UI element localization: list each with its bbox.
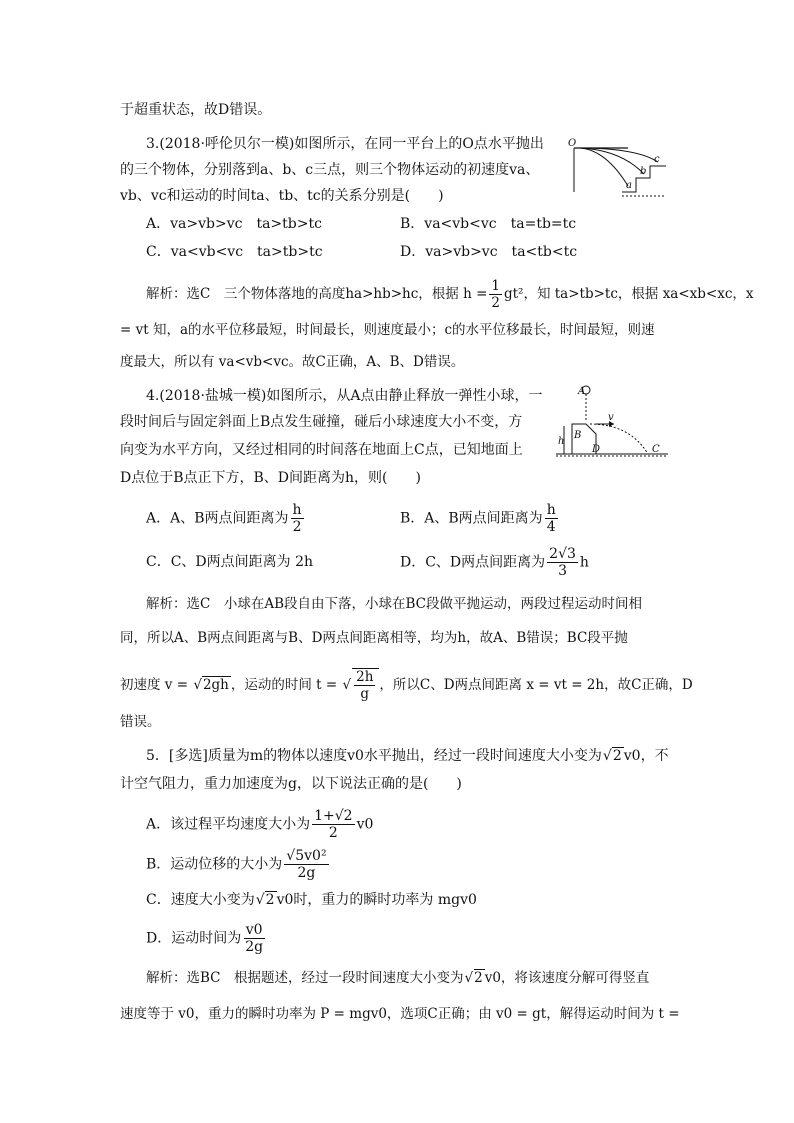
q4-solution-line1: 解析：选C 小球在AB段自由下落，小球在BC段做平抛运动，两段过程运动时间相: [146, 596, 642, 612]
q4-option-b[interactable]: B．A、B两点间距离为 $\frac{h}{4}$: [400, 502, 556, 535]
q5-stem-line1: 5．[多选]质量为m的物体以速度v0水平抛出，经过一段时间速度大小变为√ 2 v0，不: [146, 746, 669, 766]
q3-stem-line2: 的三个物体，分别落到a、b、c三点，则三个物体运动的初速度va、: [120, 162, 540, 178]
q5-solution-line2: 速度等于 v0，重力的瞬时功率为 P = mgv0，选项C正确；由 v0 = gt，解得运动时间为 t =: [120, 1006, 680, 1022]
q4-stem-line2: 段时间后与固定斜面上B点发生碰撞，碰后小球速度大小不变，方: [120, 414, 523, 430]
q5-option-a[interactable]: A．该过程平均速度大小为 $\frac{1+√2}{2}$ v0: [146, 808, 374, 841]
q4-label-b: B: [574, 430, 582, 441]
q3-option-d[interactable]: D．va>vb>vc ta<tb<tc: [400, 244, 578, 260]
q4-stem-line3: 向变为水平方向，又经过相同的时间落在地面上C点，已知地面上: [120, 442, 523, 458]
q4-label-d: D: [592, 444, 601, 455]
q5-option-d[interactable]: D．运动时间为 $\frac{v0}{2g}$: [146, 922, 264, 955]
q5-option-b[interactable]: B．运动位移的大小为 $\frac{\text{√5v0²}}{2g}$: [146, 848, 327, 881]
q5-solution-line1: 解析：选BC 根据题述，经过一段时间速度大小变为√ 2 v0，将该速度分解可得竖直: [146, 968, 649, 988]
q3-stem-line1: 3.(2018·呼伦贝尔一模)如图所示，在同一平台上的O点水平抛出: [146, 136, 544, 152]
q4-label-a: A: [578, 386, 586, 397]
q3-option-a[interactable]: A．va>vb>vc ta>tb>tc: [146, 216, 322, 232]
q3-label-b: b: [640, 166, 647, 177]
q3-solution-line2: = vt 知，a的水平位移最短，时间最长，则速度最小；c的水平位移最长，时间最短，则速: [120, 322, 655, 338]
q3-solution-line1: 解析：选C 三个物体落地的高度ha>hb>hc，根据 h = $\frac{1}{2}$ gt²，知 ta>tb>tc，根据 xa<xb<xc，x: [146, 278, 754, 311]
q4-solution-line2: 同，所以A、B两点间距离与B、D两点间距离相等，均为h，故A、B错误；BC段平抛: [120, 630, 628, 646]
q3-option-c[interactable]: C．va<vb<vc ta>tb>tc: [146, 244, 323, 260]
q4-label-c: C: [652, 444, 660, 455]
q3-label-o: O: [568, 138, 577, 149]
q3-option-b[interactable]: B．va<vb<vc ta=tb=tc: [400, 216, 577, 232]
q4-option-a[interactable]: A．A、B两点间距离为 $\frac{h}{2}$: [146, 502, 302, 535]
q3-label-a: a: [626, 180, 632, 191]
q3-solution-line3: 度最大，所以有 va<vb<vc。故C正确，A、B、D错误。: [120, 354, 465, 370]
q4-option-c[interactable]: C．C、D两点间距离为 2h: [146, 554, 314, 570]
q4-stem-line4: D点位于B点正下方，B、D间距离为h，则( ): [120, 470, 421, 486]
q3-stem-line3: vb、vc和运动的时间ta、tb、tc的关系分别是( ): [120, 188, 444, 204]
q3-figure: [566, 134, 676, 204]
lead-text: 于超重状态，故D错误。: [120, 102, 272, 118]
q4-figure: [552, 382, 672, 468]
q5-stem-line2: 计空气阻力，重力加速度为g，以下说法正确的是( ): [120, 776, 462, 792]
q4-solution-line4: 错误。: [120, 714, 161, 730]
q5-option-c[interactable]: C．速度大小变为√ 2 v0时，重力的瞬时功率为 mgv0: [146, 890, 477, 910]
q4-solution-line3: 初速度 v = √ 2gh ，运动的时间 t = √ $\frac{2h}{g}$ ，所以C、D两点间距离 x = vt = 2h，故C正确，D: [120, 668, 693, 702]
q4-stem-line1: 4.(2018·盐城一模)如图所示，从A点由静止释放一弹性小球，一: [146, 388, 543, 404]
q4-label-v: v: [608, 412, 614, 423]
q3-label-c: c: [654, 154, 660, 165]
q4-option-d[interactable]: D．C、D两点间距离为 $\frac{2√3}{3}$ h: [400, 546, 589, 579]
q4-label-h: h: [558, 436, 565, 447]
